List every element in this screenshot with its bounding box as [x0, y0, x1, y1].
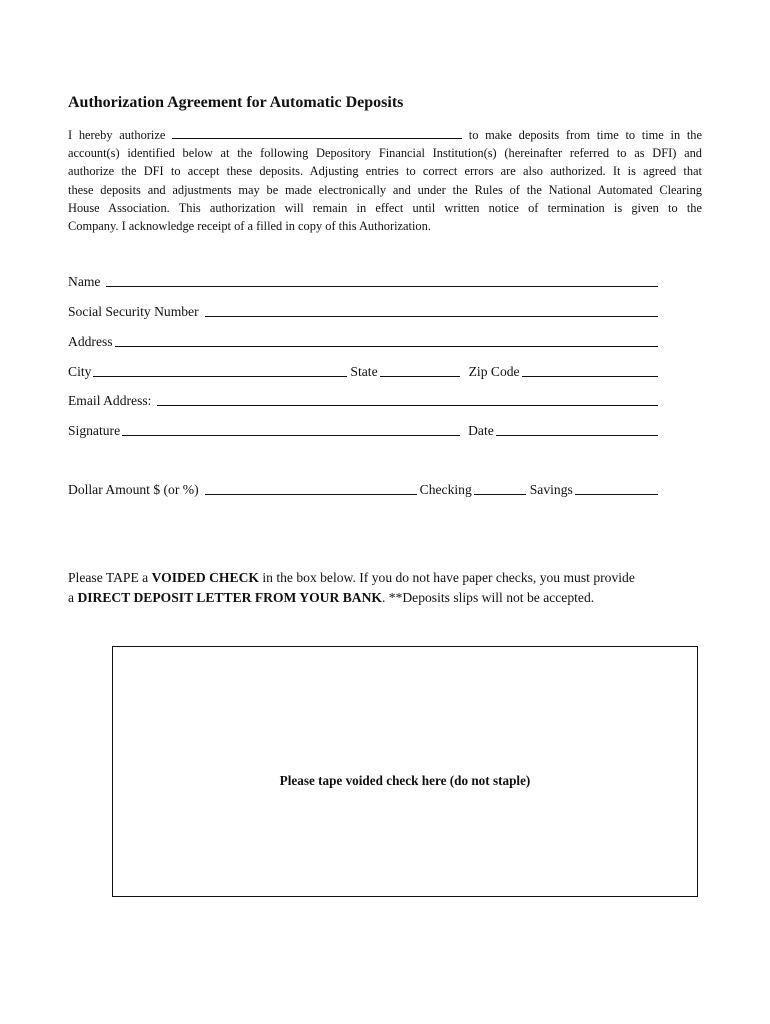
checking-label: Checking [419, 482, 472, 497]
intro-line-3: authorize the DFI to accept these deposits. Adjusting entries to correct errors are also authorized. It is agreed that [68, 164, 702, 179]
tape-text-3: a [68, 589, 78, 605]
address-label: Address [68, 334, 113, 349]
address-line[interactable] [115, 332, 658, 347]
form-title: Authorization Agreement for Automatic Deposits [68, 94, 404, 111]
check-box-caption: Please tape voided check here (do not staple) [279, 773, 531, 788]
state-label: State [350, 364, 378, 379]
name-row [68, 270, 658, 290]
signature-date-row [68, 419, 658, 439]
email-line[interactable] [157, 391, 658, 406]
intro-line-6: Company. I acknowledge receipt of a filled in copy of this Authorization. [68, 219, 431, 234]
tape-text-4: . **Deposits slips will not be accepted. [381, 589, 595, 605]
signature-label: Signature [68, 423, 121, 438]
state-line[interactable] [380, 362, 460, 377]
city-label: City [68, 364, 92, 379]
voided-check-emphasis: VOIDED CHECK [151, 570, 259, 585]
zip-line[interactable] [522, 362, 658, 377]
address-row [68, 330, 658, 350]
zip-label: Zip Code [468, 364, 520, 379]
email-label: Email Address: [68, 393, 152, 408]
email-row [68, 389, 658, 409]
tape-text-2: in the box below. If you do not have paper checks, you must provide [258, 570, 635, 585]
ssn-line[interactable] [205, 302, 658, 317]
city-state-zip-row [68, 360, 658, 380]
bank-letter-emphasis: DIRECT DEPOSIT LETTER FROM YOUR BANK [77, 589, 382, 605]
name-label: Name [68, 274, 101, 289]
authorization-paragraph [68, 126, 702, 235]
company-blank[interactable] [172, 127, 462, 139]
city-line[interactable] [93, 362, 347, 377]
savings-label: Savings [529, 482, 573, 497]
ssn-row [68, 300, 658, 320]
intro-line-4: these deposits and adjustments may be made electronically and under the Rules of the National Automated Clearing [68, 182, 702, 197]
checking-line[interactable] [474, 480, 526, 495]
signature-line[interactable] [122, 421, 460, 436]
intro-text-1a: I hereby authorize [68, 128, 166, 142]
intro-line-2: account(s) identified below at the following Depository Financial Institution(s) (hereinafter referred to as DFI) and [68, 146, 702, 161]
tape-text-1: Please TAPE a [68, 570, 152, 585]
intro-text-1b: to make deposits from time to time in the [468, 128, 702, 142]
intro-line-5: House Association. This authorization will remain in effect until written notice of termination is given to the [68, 200, 702, 215]
dollar-amount-label: Dollar Amount $ (or %) [68, 482, 199, 497]
ssn-label: Social Security Number [68, 304, 199, 319]
intro-line-1 [68, 126, 702, 144]
savings-line[interactable] [575, 480, 658, 495]
date-line[interactable] [496, 421, 658, 436]
name-line[interactable] [106, 272, 658, 287]
date-label: Date [468, 423, 494, 438]
voided-check-box [112, 646, 698, 897]
amount-row [68, 478, 658, 498]
tape-instructions [68, 568, 708, 607]
dollar-amount-line[interactable] [205, 480, 417, 495]
